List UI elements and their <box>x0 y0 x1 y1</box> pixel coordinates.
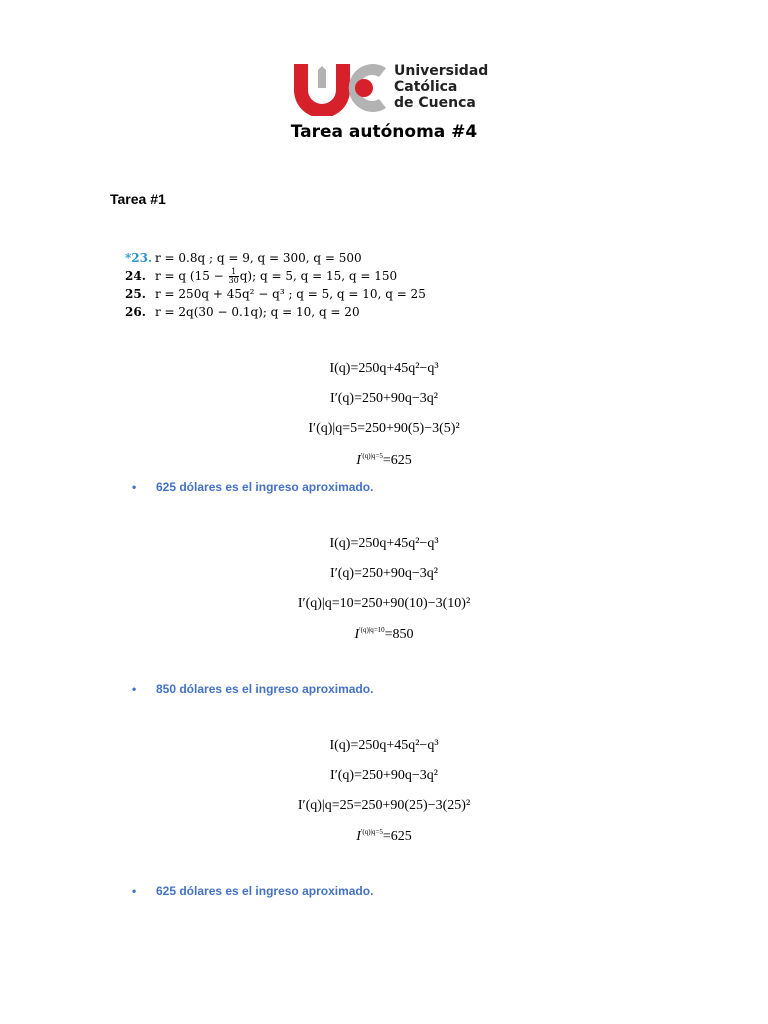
answer-bullet: • 850 dólares es el ingreso aproximado. <box>132 682 374 696</box>
university-name-line: Católica <box>394 79 458 95</box>
problem-item <box>125 267 426 285</box>
university-name-line: Universidad <box>394 63 489 79</box>
equation-value: =850 <box>384 627 414 642</box>
equation-subscript: ′(q)|q=5 <box>360 828 383 836</box>
equation-result: $I^{'(q)|q=5}=625$ <box>356 828 412 844</box>
problem-item <box>125 285 426 303</box>
university-name-line: de Cuenca <box>394 95 476 111</box>
equation-value: =625 <box>382 453 412 468</box>
equation-evaluation: I′(q)|q=25=250+90(25)−3(25)² <box>297 798 471 813</box>
fraction <box>229 268 239 285</box>
equation-value: =625 <box>382 829 412 844</box>
problem-list <box>125 249 426 321</box>
answer-text: 625 dólares es el ingreso aproximado. <box>156 480 374 494</box>
equation-result: $I^{'(q)|q=10}=850$ <box>354 626 414 642</box>
problem-text: r = 0.8q ; q = 9, q = 300, q = 500 <box>155 251 362 265</box>
problem-number: 25. <box>125 287 146 301</box>
problem-text: r = q (15 − <box>155 269 228 283</box>
equation-evaluation: I′(q)|q=10=250+90(10)−3(10)² <box>297 596 471 611</box>
problem-number: 24. <box>125 269 146 283</box>
fraction-denominator: 30 <box>228 276 239 285</box>
answer-bullet: • 625 dólares es el ingreso aproximado. <box>132 480 374 494</box>
equation-result: $I^{'(q)|q=5}=625$ <box>356 452 412 468</box>
problem-item <box>125 303 426 321</box>
problem-text: q); q = 5, q = 15, q = 150 <box>239 269 398 283</box>
problem-number: 26. <box>125 305 146 319</box>
answer-text: 850 dólares es el ingreso aproximado. <box>156 682 374 696</box>
fraction-numerator: 1 <box>229 268 239 277</box>
equation-derivative: I′(q)=250+90q−3q² <box>330 566 438 581</box>
problem-number: *23. <box>125 251 153 265</box>
document-title: Tarea autónoma #4 <box>290 122 478 142</box>
equation-evaluation: I′(q)|q=5=250+90(5)−3(5)² <box>308 421 460 436</box>
equation-revenue: I(q)=250q+45q²−q³ <box>329 536 439 551</box>
university-name <box>394 63 488 111</box>
equation-derivative: I′(q)=250+90q−3q² <box>330 391 438 406</box>
equation-subscript: ′(q)|q=5 <box>360 452 383 460</box>
problem-text: r = 2q(30 − 0.1q); q = 10, q = 20 <box>155 305 360 319</box>
task-heading: Tarea #1 <box>110 191 166 207</box>
equation-revenue: I(q)=250q+45q²−q³ <box>329 361 439 376</box>
equation-derivative: I′(q)=250+90q−3q² <box>330 768 438 783</box>
problem-item <box>125 249 426 267</box>
equation-subscript: ′(q)|q=10 <box>359 626 385 634</box>
answer-text: 625 dólares es el ingreso aproximado. <box>156 884 374 898</box>
problem-text: r = 250q + 45q² − q³ ; q = 5, q = 10, q = 25 <box>155 287 426 301</box>
equation-revenue: I(q)=250q+45q²−q³ <box>329 738 439 753</box>
answer-bullet: • 625 dólares es el ingreso aproximado. <box>132 884 374 898</box>
